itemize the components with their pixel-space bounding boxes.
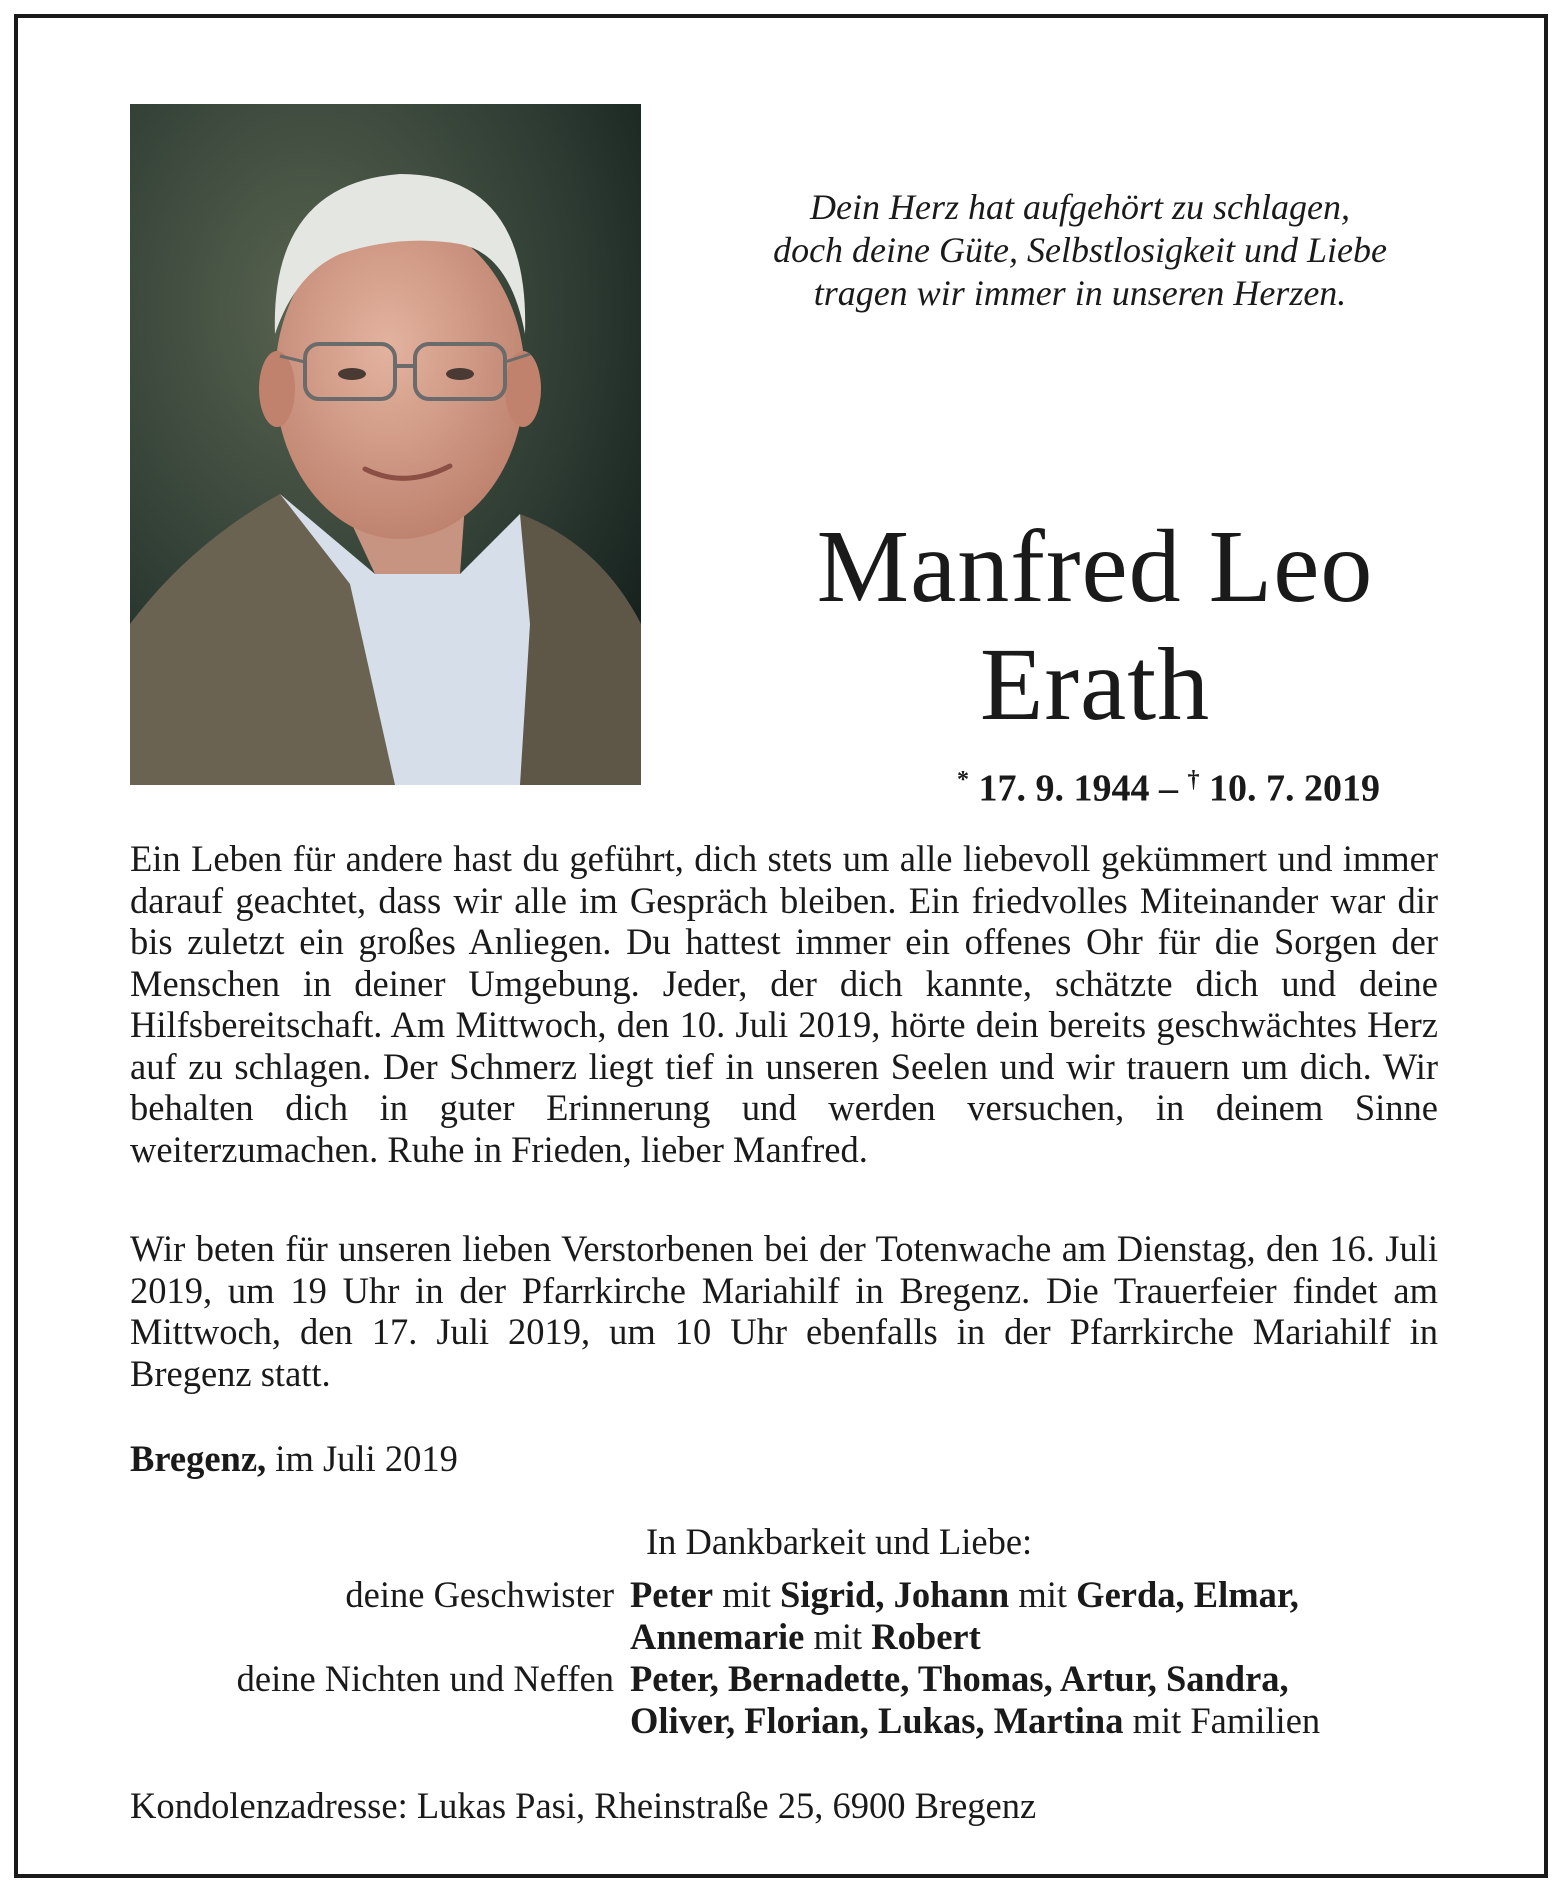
name-line-1: Manfred Leo xyxy=(816,509,1374,624)
birth-date: 17. 9. 1944 xyxy=(978,767,1150,810)
family-list xyxy=(130,1574,1440,1742)
tribute-paragraph: Ein Leben für andere hast du geführt, dich stets um alle liebevoll gekümmert und immer darauf geachtet, dass wir alle im Gespräch bleiben. Ein friedvolles Miteinander war dir bis zuletzt ein großes Anliegen. Du hattest immer ein offenes Ohr für die Sorgen der Menschen in deiner Umgebung. Jeder, der dich kannte, schätzte dich und deine Hilfsbereitschaft. Am Mittwoch, den 10. Juli 2019, hörte dein bereits geschwächtes Herz auf zu schlagen. Der Schmerz liegt tief in unseren Seelen und wir trauern um dich. Wir behalten dich in guter Erinnerung und werden versuchen, in deinem Sinne weiterzumachen. Ruhe in Frieden, lieber Manfred. xyxy=(130,838,1438,1170)
connector: mit xyxy=(713,1574,780,1615)
quote-line-1: Dein Herz hat aufgehört zu schlagen, xyxy=(810,187,1350,227)
connector: mit xyxy=(804,1616,872,1657)
sibling-name: Sigrid, Johann xyxy=(780,1574,1010,1615)
deceased-name xyxy=(700,508,1490,744)
service-paragraph: Wir beten für unseren lieben Verstorbenen bei der Totenwache am Dienstag, den 16. Juli 2019, um 19 Uhr in der Pfarrkirche Mariahilf in Bregenz. Die Trauerfeier findet am Mittwoch, den 17. Juli 2019, um 10 Uhr ebenfalls in der Pfarrkirche Mariahilf in Bregenz statt. xyxy=(130,1228,1438,1394)
condolence-address: Kondolenzadresse: Lukas Pasi, Rheinstraße 25, 6900 Bregenz xyxy=(130,1785,1037,1826)
name-line-2: Erath xyxy=(979,627,1211,742)
siblings-row xyxy=(130,1574,1440,1658)
portrait-photo xyxy=(130,104,641,785)
life-dates xyxy=(860,758,1380,811)
sibling-name: Gerda, Elmar, xyxy=(1076,1574,1299,1615)
sibling-name: Robert xyxy=(871,1616,981,1657)
death-date: 10. 7. 2019 xyxy=(1209,767,1380,810)
memorial-quote xyxy=(700,186,1460,315)
siblings-names xyxy=(630,1574,1440,1658)
date-separator: – xyxy=(1149,767,1188,810)
quote-line-2: doch deine Güte, Selbstlosigkeit und Liebe xyxy=(773,230,1387,270)
connector: mit xyxy=(1009,1574,1077,1615)
sibling-name: Peter xyxy=(630,1574,714,1615)
sibling-name: Annemarie xyxy=(630,1616,805,1657)
niece-nephew-names: Oliver, Florian, Lukas, Martina xyxy=(630,1700,1124,1741)
nieces-label: deine Nichten und Neffen xyxy=(236,1658,614,1699)
place-month: im Juli 2019 xyxy=(266,1438,458,1479)
nieces-row xyxy=(130,1658,1440,1742)
birth-symbol: * xyxy=(957,767,969,793)
quote-line-3: tragen wir immer in unseren Herzen. xyxy=(813,273,1347,313)
nieces-names xyxy=(630,1658,1440,1742)
connector: mit Familien xyxy=(1123,1700,1321,1741)
place-city: Bregenz, xyxy=(130,1438,267,1479)
siblings-label: deine Geschwister xyxy=(345,1574,614,1615)
place-date xyxy=(130,1437,458,1481)
death-symbol: † xyxy=(1187,767,1200,793)
niece-nephew-names: Peter, Bernadette, Thomas, Artur, Sandra, xyxy=(630,1658,1289,1699)
thanks-line: In Dankbarkeit und Liebe: xyxy=(646,1521,1033,1562)
